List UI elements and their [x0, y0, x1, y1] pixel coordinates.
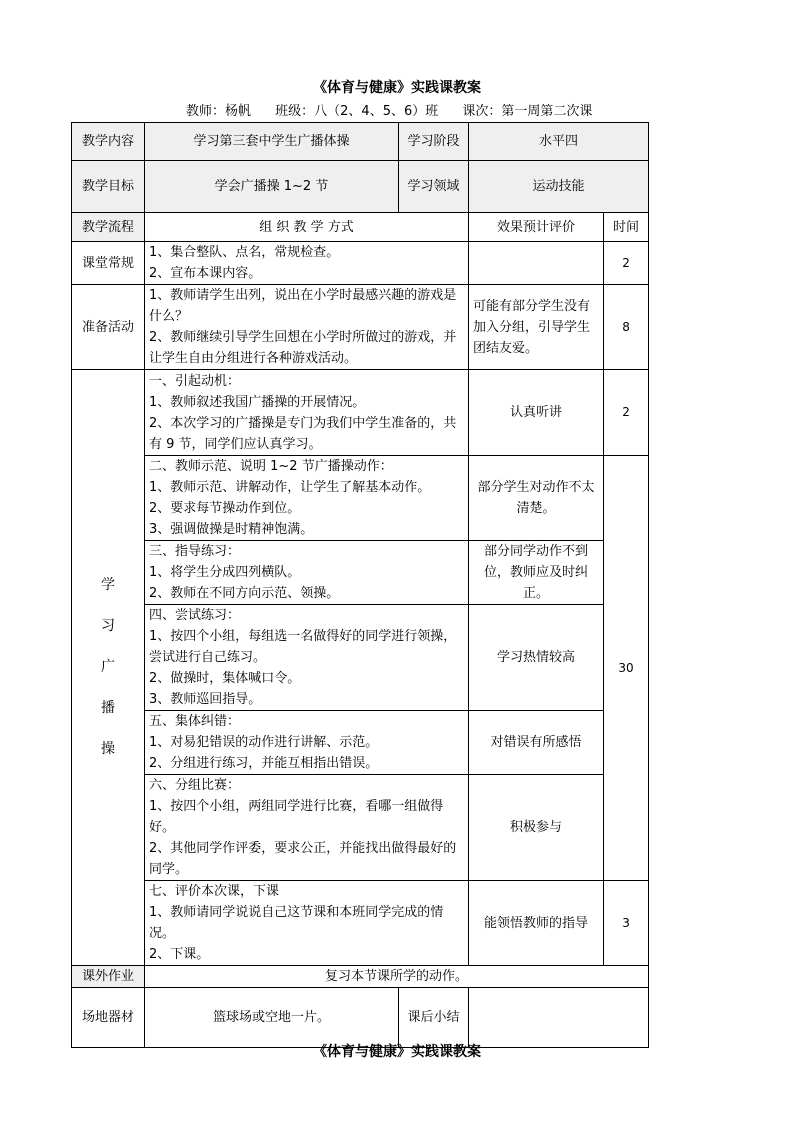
domain-value: 运动技能 [469, 161, 649, 213]
lesson-number: 课次：第一周第二次课 [462, 104, 593, 119]
section-line: 2、做操时，集体喊口令。 [149, 671, 301, 686]
section-3-eval: 部分同学动作不到位，教师应及时纠正。 [469, 541, 604, 605]
summary-value [469, 988, 649, 1048]
section-1-time: 2 [604, 370, 649, 456]
main-label-char: 操 [101, 741, 115, 757]
page-title: 《体育与健康》实践课教案 [313, 80, 481, 96]
domain-label: 学习领域 [399, 161, 469, 213]
section-line: 1、教师叙述我国广播操的开展情况。 [149, 394, 366, 410]
prep-line: 1、教师请学生出列，说出在小学时最感兴趣的游戏是什么？ [149, 288, 457, 324]
section-6-content [145, 775, 469, 881]
section-line: 2、分组进行练习，并能互相指出错误。 [149, 756, 379, 771]
venue-label: 场地器材 [72, 988, 145, 1048]
prep-line: 2、教师继续引导学生回想在小学时所做过的游戏，并让学生自由分组进行各种游戏活动。 [149, 330, 457, 366]
section-2-content [145, 456, 469, 541]
section-line: 3、教师巡回指导。 [149, 692, 262, 707]
lesson-info [186, 103, 612, 121]
col-eval: 效果预计评价 [469, 213, 604, 242]
section-line: 2、其他同学作评委，要求公正，并能找出做得最好的同学。 [149, 841, 457, 877]
section-2-eval: 部分学生对动作不太清楚。 [469, 456, 604, 541]
routine-label: 课堂常规 [72, 242, 145, 285]
col-time: 时间 [604, 213, 649, 242]
section-line: 五、集体纠错： [149, 714, 241, 729]
routine-line: 2、宣布本课内容。 [149, 266, 262, 281]
main-label-char: 广 [101, 659, 115, 675]
col-flow: 教学流程 [72, 213, 145, 242]
main-section-label [72, 370, 145, 966]
group-time: 30 [604, 456, 649, 881]
stage-label: 学习阶段 [399, 123, 469, 161]
routine-eval [469, 242, 604, 285]
homework-label: 课外作业 [72, 966, 145, 988]
section-line: 2、教师在不同方向示范、领操。 [149, 586, 340, 601]
section-5-content [145, 711, 469, 775]
section-line: 1、将学生分成四列横队。 [149, 565, 301, 580]
section-line: 一、引起动机： [149, 373, 241, 389]
summary-label: 课后小结 [399, 988, 469, 1048]
section-line: 1、教师示范、讲解动作，让学生了解基本动作。 [149, 480, 431, 495]
section-7-time: 3 [604, 881, 649, 966]
section-7-eval: 能领悟教师的指导 [469, 881, 604, 966]
goal-label: 教学目标 [72, 161, 145, 213]
section-4-eval: 学习热情较高 [469, 605, 604, 711]
section-line: 1、对易犯错误的动作进行讲解、示范。 [149, 735, 379, 750]
section-line: 2、下课。 [149, 947, 210, 962]
section-line: 二、教师示范、说明 1~2 节广播操动作： [149, 459, 393, 474]
section-3-content [145, 541, 469, 605]
stage-value: 水平四 [469, 123, 649, 161]
footer-title: 《体育与健康》实践课教案 [313, 1044, 481, 1060]
section-line: 2、要求每节操动作到位。 [149, 501, 301, 516]
section-line: 2、本次学习的广播操是专门为我们中学生准备的，共有 9 节，同学们应认真学习。 [149, 415, 457, 452]
routine-content [145, 242, 469, 285]
venue-value: 篮球场或空地一片。 [145, 988, 399, 1048]
routine-line: 1、集合整队、点名，常规检查。 [149, 245, 340, 260]
main-label-char: 习 [101, 618, 115, 634]
section-7-content [145, 881, 469, 966]
goal-value: 学会广播操 1~2 节 [145, 161, 399, 213]
prep-content [145, 285, 469, 370]
content-label: 教学内容 [72, 123, 145, 161]
section-line: 七、评价本次课，下课 [149, 884, 280, 899]
prep-time: 8 [604, 285, 649, 370]
section-line: 1、按四个小组，每组选一名做得好的同学进行领操，尝试进行自己练习。 [149, 629, 457, 665]
section-5-eval: 对错误有所感悟 [469, 711, 604, 775]
lesson-plan-table [71, 122, 649, 1048]
main-label-char: 学 [101, 577, 115, 593]
section-line: 1、教师请同学说说自己这节课和本班同学完成的情况。 [149, 905, 444, 941]
section-line: 3、强调做操是时精神饱满。 [149, 522, 314, 537]
prep-label: 准备活动 [72, 285, 145, 370]
section-1-content [145, 370, 469, 456]
class-name: 班级：八（2、4、5、6）班 [275, 104, 439, 119]
routine-time: 2 [604, 242, 649, 285]
section-6-eval: 积极参与 [469, 775, 604, 881]
section-line: 四、尝试练习： [149, 608, 241, 623]
prep-eval: 可能有部分学生没有加入分组，引导学生团结友爱。 [469, 285, 604, 370]
main-label-char: 播 [101, 700, 115, 716]
section-line: 六、分组比赛： [149, 778, 241, 793]
section-4-content [145, 605, 469, 711]
col-method: 组 织 教 学 方式 [145, 213, 469, 242]
teacher-name: 教师：杨帆 [186, 104, 252, 119]
section-line: 1、按四个小组，两组同学进行比赛，看哪一组做得好。 [149, 799, 444, 835]
homework-value: 复习本节课所学的动作。 [145, 966, 649, 988]
content-value: 学习第三套中学生广播体操 [145, 123, 399, 161]
section-line: 三、指导练习： [149, 544, 241, 559]
section-1-eval: 认真听讲 [469, 370, 604, 456]
